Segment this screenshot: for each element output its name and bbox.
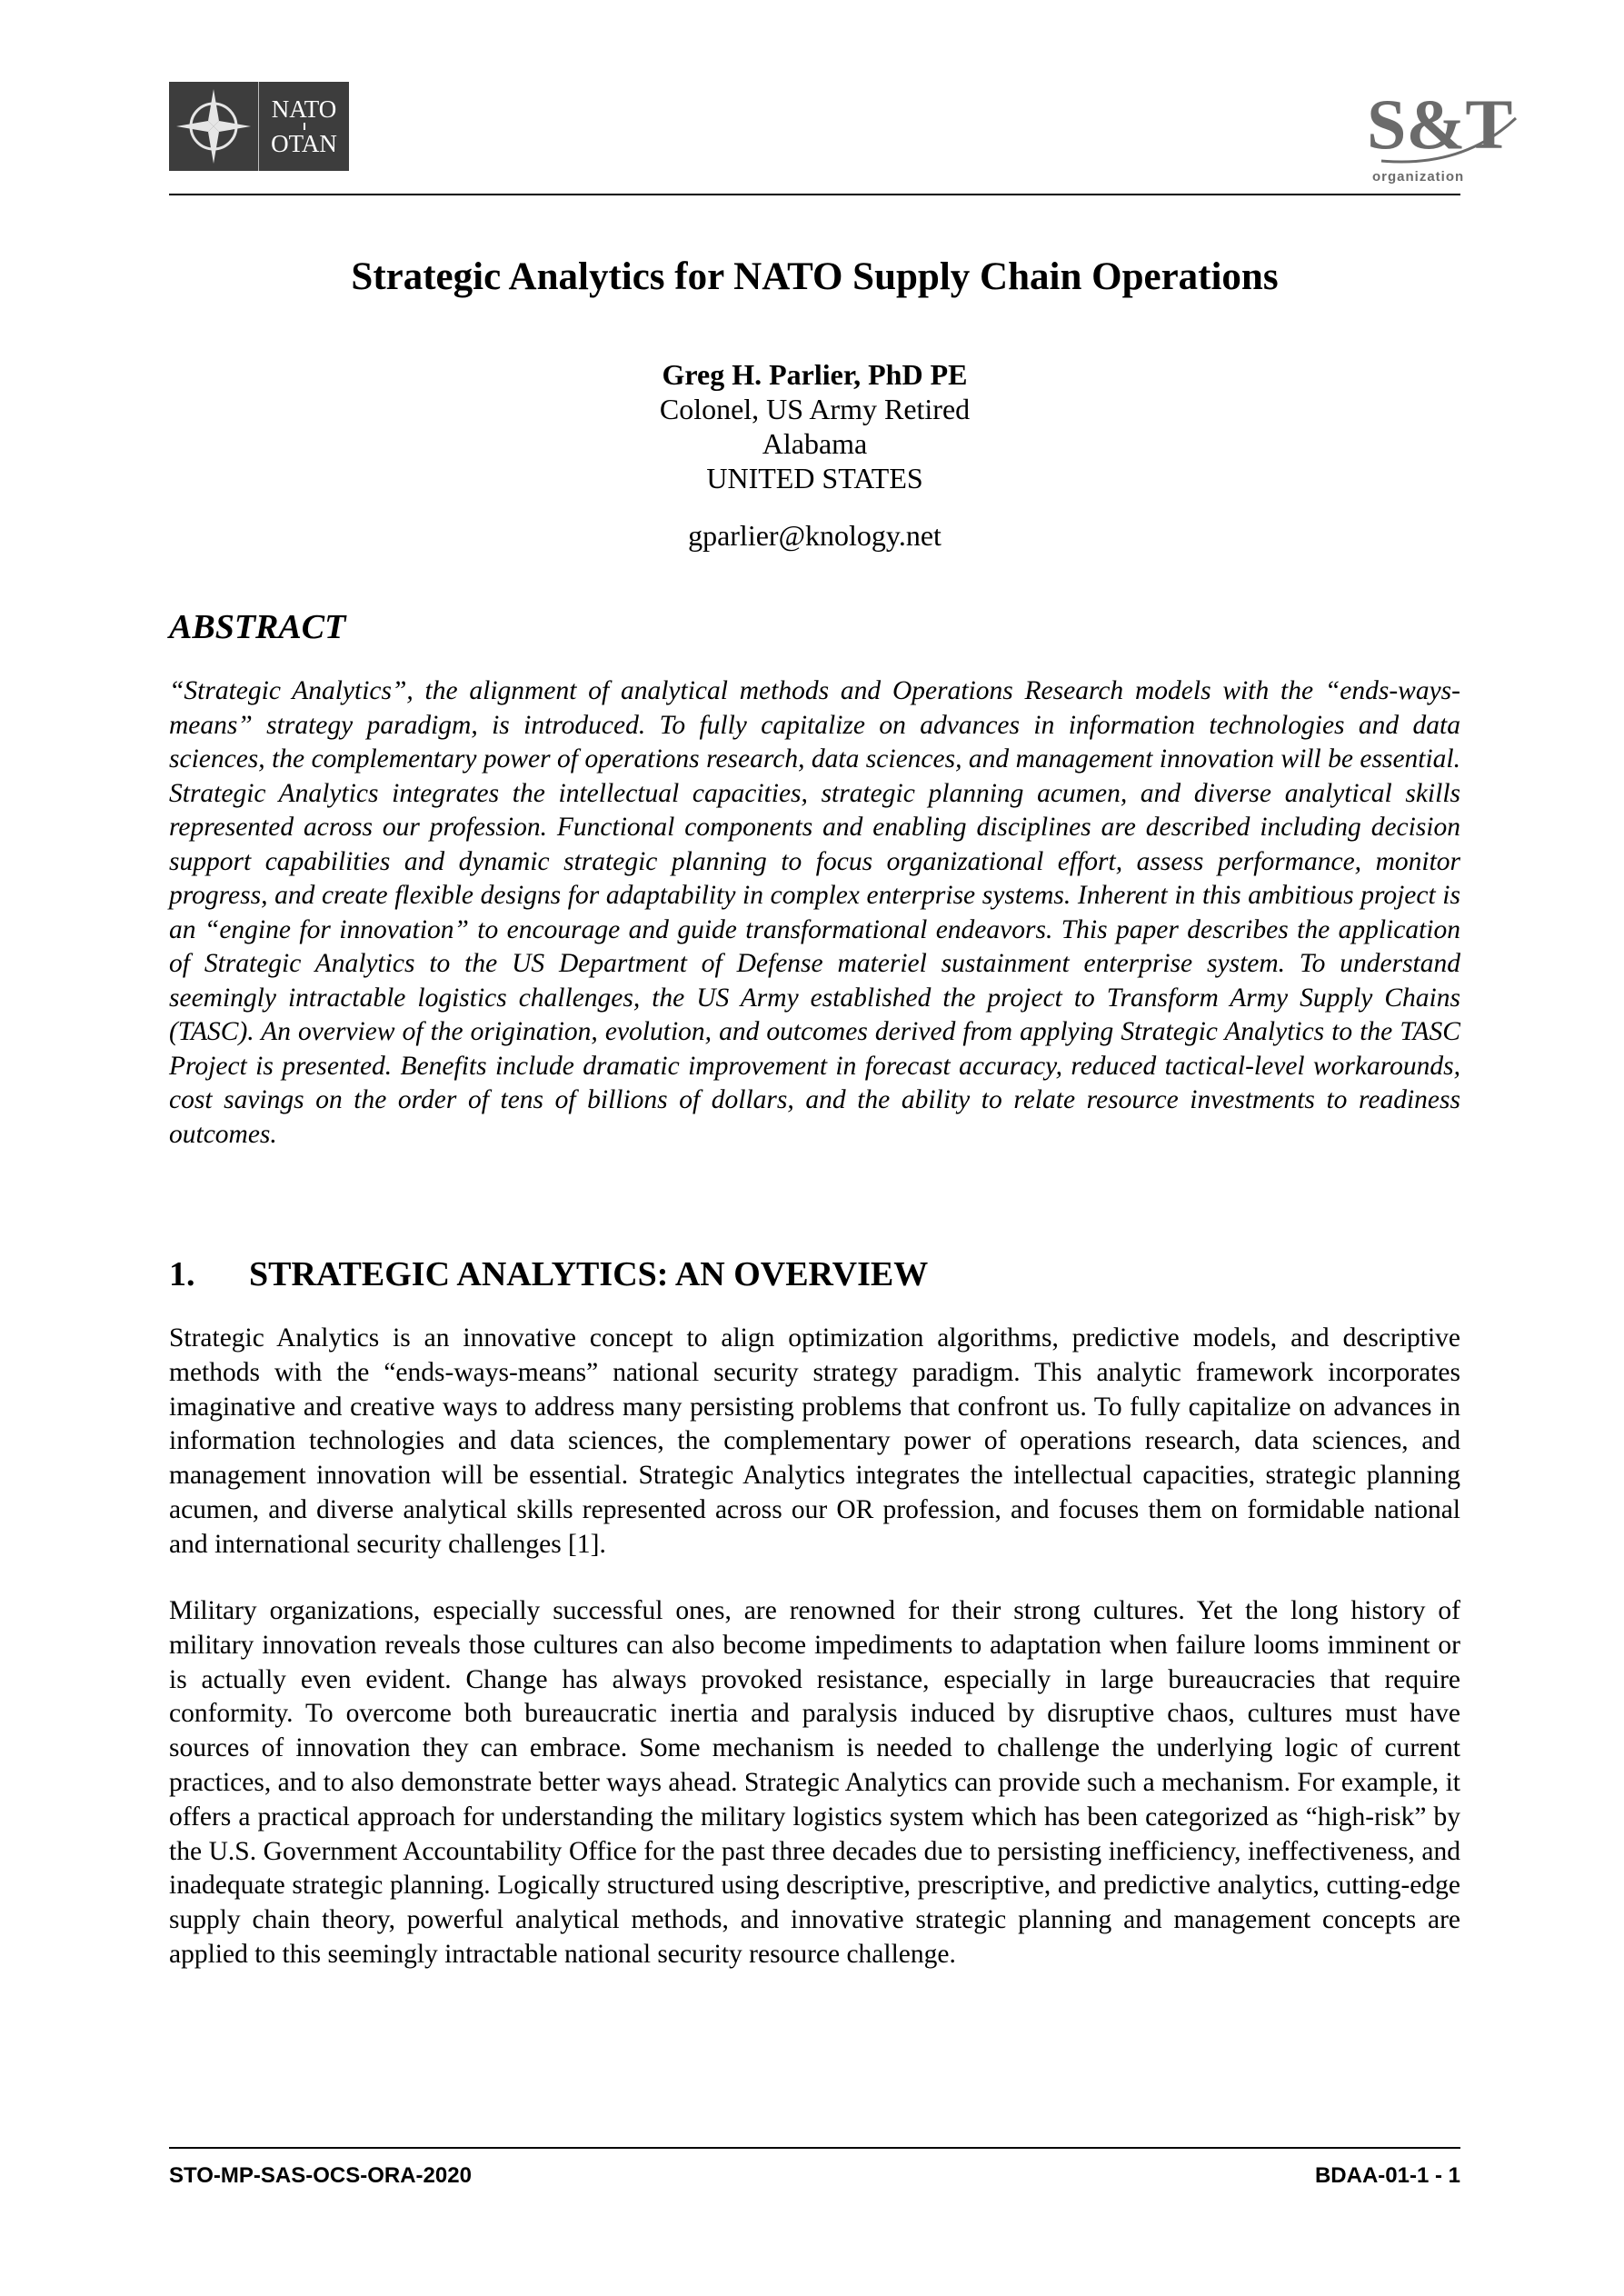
section-number: 1. — [169, 1255, 195, 1293]
page-number: BDAA-01-1 - 1 — [1314, 2163, 1460, 2188]
document-code: STO-MP-SAS-OCS-ORA-2020 — [169, 2163, 472, 2188]
header-rule — [169, 194, 1460, 195]
section-heading — [169, 1254, 928, 1294]
nato-compass-star-icon — [169, 82, 258, 171]
nato-otan-logo — [169, 82, 349, 171]
body-paragraph: Strategic Analytics is an innovative concept to align optimization algorithms, predictive models, and descriptive methods with the “ends-ways-means” national security strategy paradigm. This analytic framework incorporates imaginative and creative ways to address many persisting problems that confront us. To fully capitalize on advances in information technologies and data sciences, the complementary power of operations research, data sciences, and management innovation will be essential. Strategic Analytics integrates the intellectual capacities, strategic planning acumen, and diverse analytical skills represented across our OR profession, and focuses them on formidable national and international security challenges [1]. — [169, 1323, 1460, 1559]
st-logo-caption: organization — [1372, 169, 1465, 185]
abstract-heading: ABSTRACT — [169, 608, 346, 646]
section-title: STRATEGIC ANALYTICS: AN OVERVIEW — [249, 1255, 929, 1293]
nato-otan-wordmark — [258, 82, 349, 171]
nato-label: NATO — [271, 95, 337, 123]
author-country: UNITED STATES — [706, 462, 923, 494]
author-rank: Colonel, US Army Retired — [659, 393, 971, 425]
st-logo-mark: S&T — [1367, 85, 1513, 164]
author-name: Greg H. Parlier, PhD PE — [662, 358, 968, 391]
otan-label: OTAN — [271, 130, 337, 157]
body-paragraph: Military organizations, especially successful ones, are renowned for their strong cultures. Yet the long history of military innovation reveals those cultures can also become impediments to adaptation when failure looms imminent or is actually even evident. Change has always provoked resistance, especially in large bureaucracies that require conformity. To overcome both bureaucratic inertia and paralysis induced by disruptive chaos, cultures must have sources of innovation they can embrace. Some mechanism is needed to challenge the underlying logic of current practices, and to also demonstrate better ways ahead. Strategic Analytics can provide such a mechanism. For example, it offers a practical approach for understanding the military logistics system which has been categorized as “high-risk” by the U.S. Government Accountability Office for the past three decades due to persisting inefficiency, ineffectiveness, and inadequate strategic planning. Logically structured using descriptive, prescriptive, and predictive analytics, cutting-edge supply chain theory, powerful analytical methods, and innovative strategic planning and management concepts are applied to this seemingly intractable national security resource challenge. — [169, 1596, 1460, 1969]
footer-rule — [169, 2147, 1460, 2149]
abstract-text: “Strategic Analytics”, the alignment of analytical methods and Operations Research models with the “ends-ways-means” strategy paradigm, is introduced. To fully capitalize on advances in information technologies and data sciences, the complementary power of operations research, data sciences, and management innovation will be essential. Strategic Analytics integrates the intellectual capacities, strategic planning acumen, and diverse analytical skills represented across our profession. Functional components and enabling disciplines are described including decision support capabilities and dynamic strategic planning to focus organizational effort, assess performance, monitor progress, and create flexible designs for adaptability in complex enterprise systems. Inherent in this ambitious project is an “engine for innovation” to encourage and guide transformational endeavors. This paper describes the application of Strategic Analytics to the US Department of Defense materiel sustainment enterprise system. To understand seemingly intractable logistics challenges, the US Army established the project to Transform Army Supply Chains (TASC). An overview of the origination, evolution, and outcomes derived from applying Strategic Analytics to the TASC Project is presented. Benefits include dramatic improvement in forecast accuracy, reduced tactical-level workarounds, cost savings on the order of tens of billions of dollars, and the ability to relate resource investments to readiness outcomes. — [169, 676, 1460, 1149]
author-state: Alabama — [762, 427, 868, 460]
st-organization-logo — [1363, 77, 1522, 186]
author-email: gparlier@knology.net — [688, 519, 942, 552]
paper-title: Strategic Analytics for NATO Supply Chain Operations — [351, 255, 1279, 298]
